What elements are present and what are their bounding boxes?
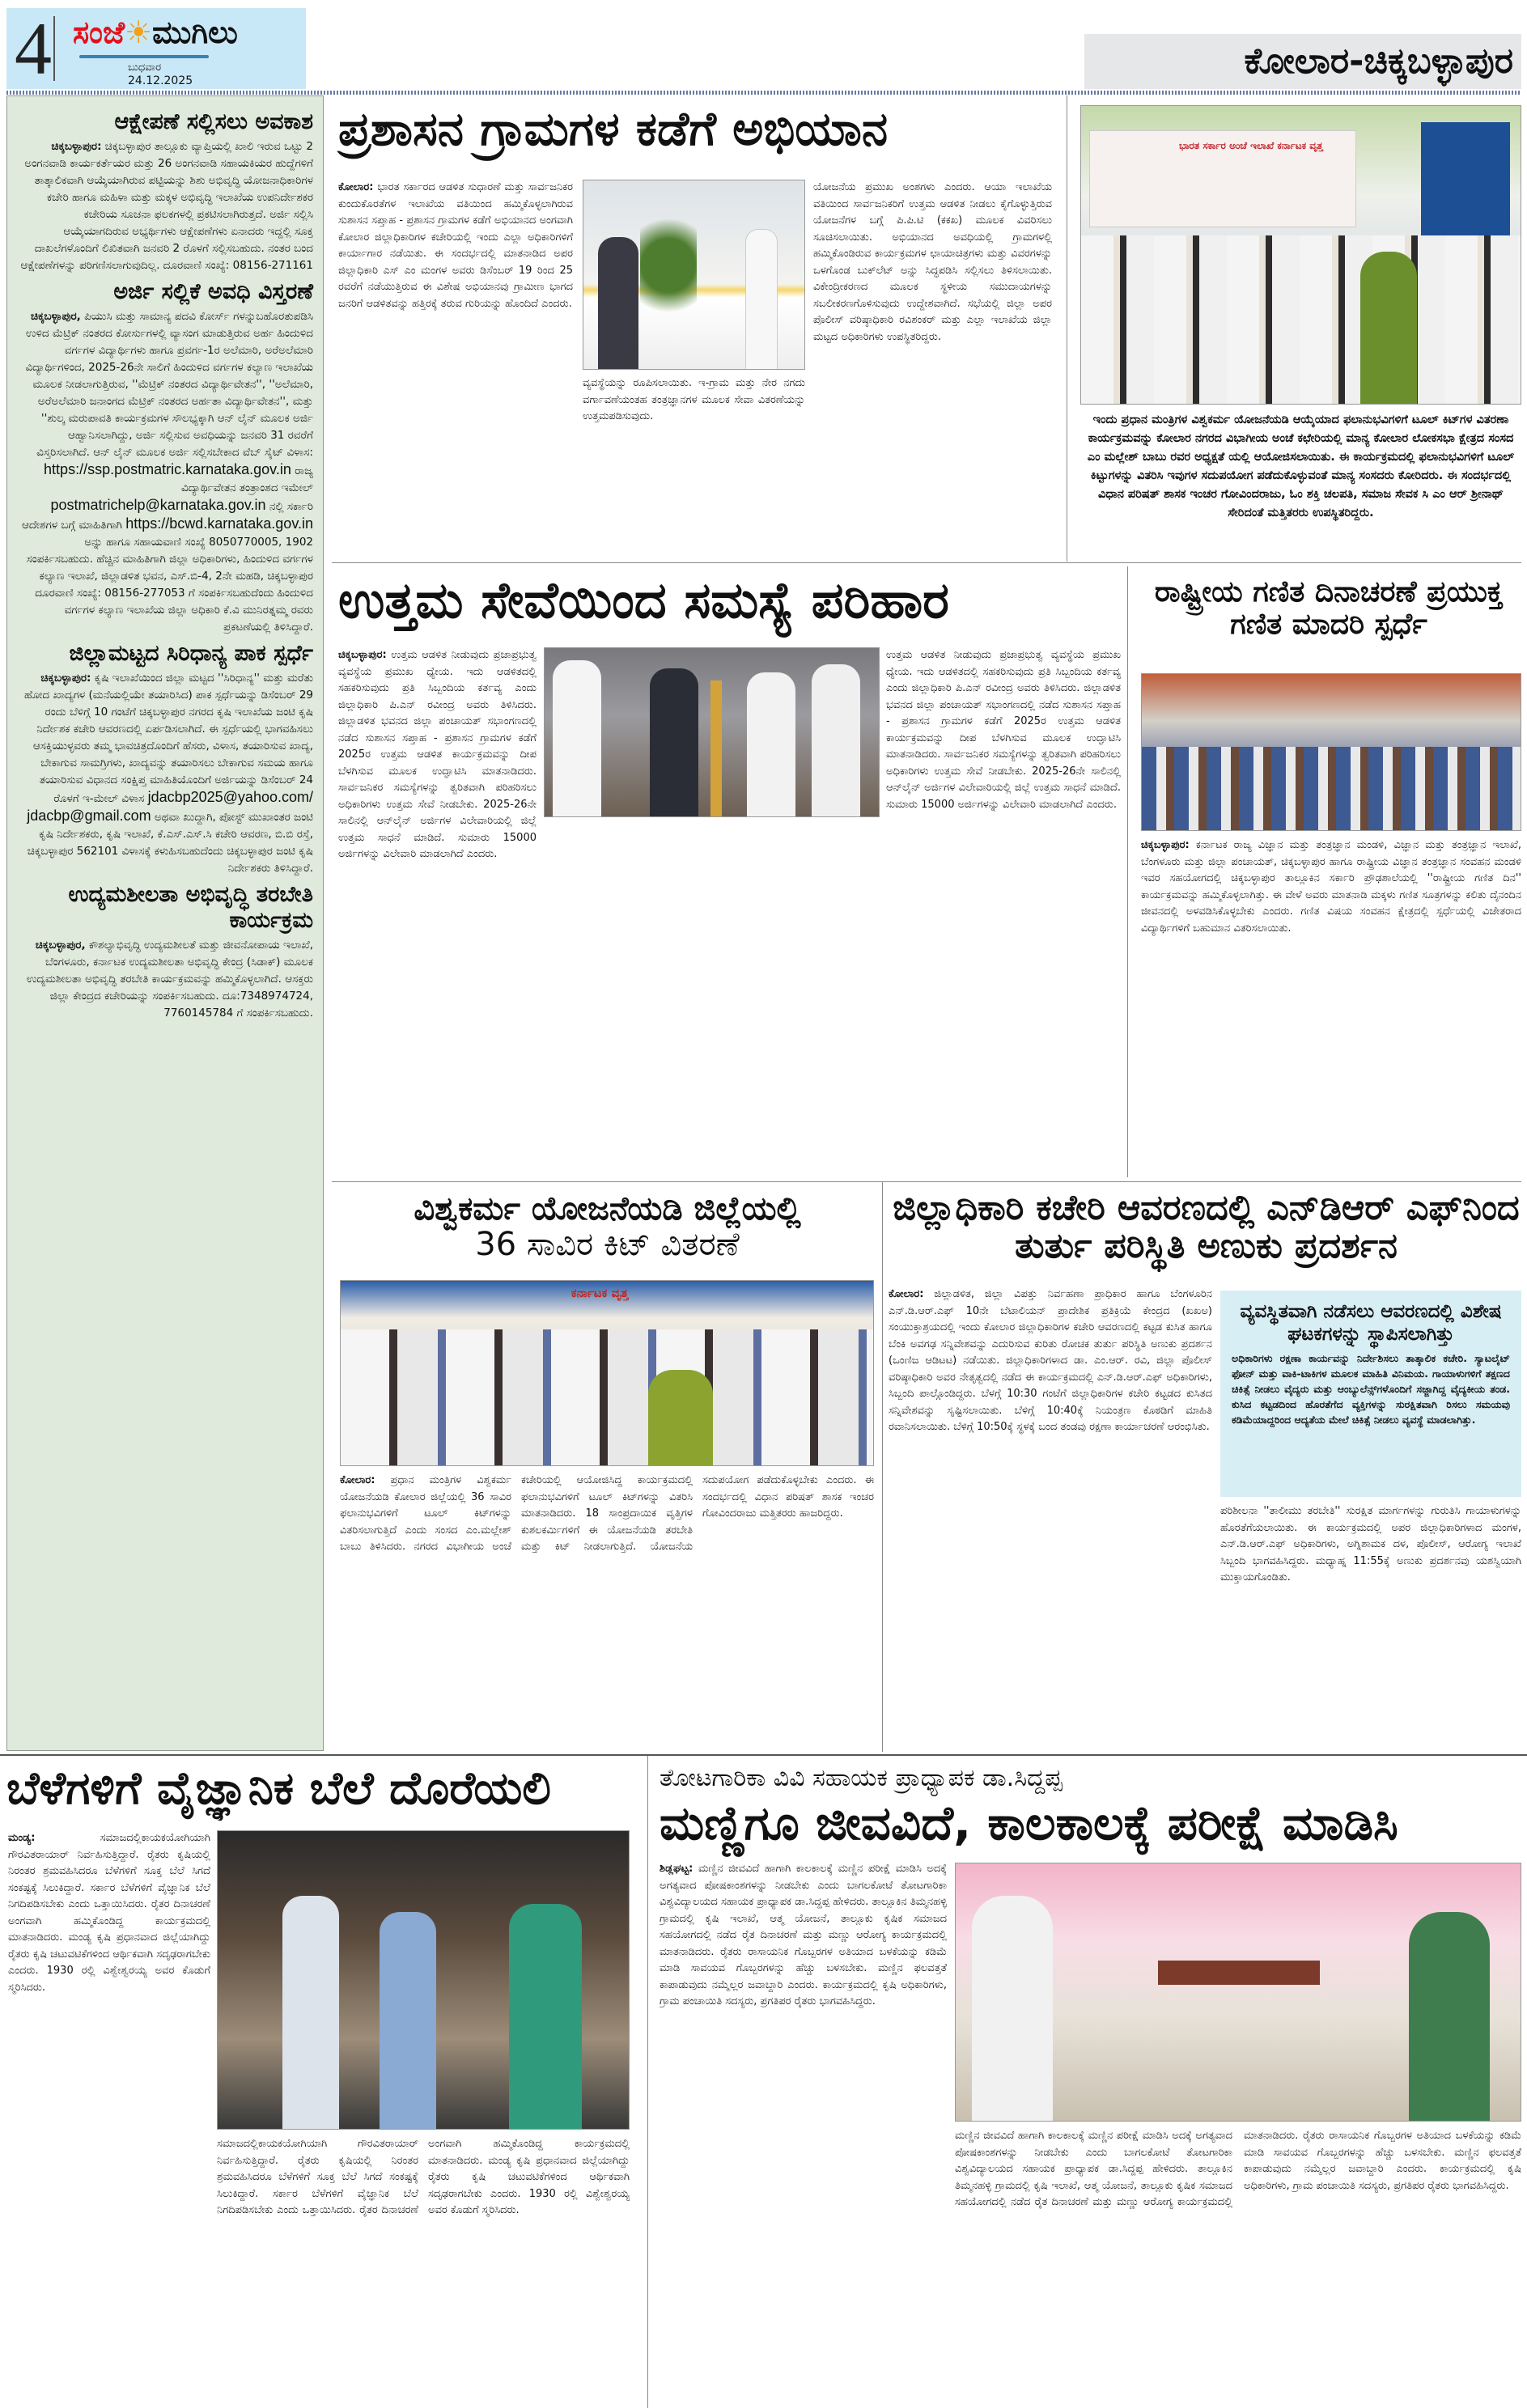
person-saree xyxy=(1360,252,1417,405)
article-body xyxy=(17,308,313,636)
body-text: ಸಮಾಜದಲ್ಲಿಕಾಯಕಯೋಗಿಯಾಗಿ ಗೌರವಿತರಾಯಾರ್ ನಿರ್ವಹಿಸುತ್ತಿದ್ದಾರೆ. ರೈತರು ಕೃಷಿಯಲ್ಲಿ ನಿರಂತರ ಶ್ರಮವಹಿಸಿದರೂ ಬೆಳೆಗಳಿಗೆ ಸೂಕ್ತ ಬೆಲೆ ಸಿಗದೆ ಸಂಕಷ್ಟಕ್ಕೆ ಸಿಲುಕಿದ್ದಾರೆ. ಸರ್ಕಾರ ಬೆಳೆಗಳಿಗೆ ವೈಜ್ಞಾನಿಕ ಬೆಲೆ ನಿಗದಿಪಡಿಸಬೇಕು ಎಂದು ಒತ್ತಾಯಿಸಿದರು. ರೈತರ ದಿನಾಚರಣೆ ಅಂಗವಾಗಿ ಹಮ್ಮಿಕೊಂಡಿದ್ದ ಕಾರ್ಯಕ್ರಮದಲ್ಲಿ ಮಾತನಾಡಿದರು. ಮಂಡ್ಯ ಕೃಷಿ ಪ್ರಧಾನವಾದ ಜಿಲ್ಲೆಯಾಗಿದ್ದು ರೈತರು ಕೃಷಿ ಚಟುವಟಿಕೆಗಳಿಂದ ಆರ್ಥಿಕವಾಗಿ ಸದೃಢರಾಗಬೇಕು ಎಂದರು. 1930 ರಲ್ಲಿ ವಿಶ್ವೇಶ್ವರಯ್ಯ ಅವರ ಕೊಡುಗೆ ಸ್ಮರಿಸಿದರು. xyxy=(8,1832,210,1994)
kicker: ತೋಟಗಾರಿಕಾ ವಿವಿ ಸಹಾಯಕ ಪ್ರಾಧ್ಯಾಪಕ ಡಾ.ಸಿದ್ದಪ್ಪ xyxy=(660,1764,1063,1792)
body-text: ಕೃಷಿ ಇಲಾಖೆಯಿಂದ ಜಿಲ್ಲಾ ಮಟ್ಟದ ''ಸಿರಿಧಾನ್ಯ'' ಮತ್ತು ಮರೆತು ಹೋದ ಖಾದ್ಯಗಳ (ಮನೆಯಲ್ಲಿಯೇ ತಯಾರಿಸಿದ) ಪಾಕ ಸ್ಪರ್ಧೆಯನ್ನು ಡಿಸೆಂಬರ್ 29 ರಂದು ಬೆಳಿಗ್ಗೆ 10 ಗಂಟೆಗೆ ಚಿಕ್ಕಬಳ್ಳಾಪುರ ನಗರದ ಕೃಷಿ ಇಲಾಖೆಯ ಜಂಟಿ ಕೃಷಿ ನಿರ್ದೇಶಕ ಕಚೇರಿ ಆವರಣದಲ್ಲಿ ಏರ್ಪಡಿಸಲಾಗಿದೆ. ಈ ಸ್ಪರ್ಧೆಯಲ್ಲಿ ಭಾಗವಹಿಸಲು ಆಸಕ್ತಿಯುಳ್ಳವರು ತಮ್ಮ ಭಾವಚಿತ್ರದೊಂದಿಗೆ ಹೆಸರು, ವಿಳಾಸ, ತಯಾರಿಸುವ ಖಾದ್ಯ, ಬೇಕಾಗುವ ಸಾಮಗ್ರಿಗಳು, ಖಾದ್ಯವನ್ನು ತಯಾರಿಸಲು ಬೇಕಾಗುವ ಸಮಯ ಹಾಗೂ ತಯಾರಿಸುವ ವಿಧಾನದ ಸಂಕ್ಷಿಪ್ತ ಮಾಹಿತಿಯೊಂದಿಗೆ ಅರ್ಜಿಯನ್ನು ಡಿಸೆಂಬರ್ 24 ರೊಳಗೆ ಇ-ಮೇಲ್ ವಿಳಾಸ xyxy=(24,672,313,805)
photo-soil-program xyxy=(955,1863,1521,2122)
people-group xyxy=(1081,235,1521,405)
article-body xyxy=(955,2128,1521,2403)
article-body xyxy=(17,670,313,877)
dateline: ಶಿಡ್ಲಘಟ್ಟ: xyxy=(660,1863,694,1875)
dateline: ಕೋಲಾರ: xyxy=(338,181,374,193)
people-group xyxy=(341,1329,874,1466)
email-link[interactable]: postmatrichelp@karnataka.gov.in xyxy=(50,497,266,513)
website-link[interactable]: https://ssp.postmatric.karnataka.gov.in xyxy=(44,461,291,477)
article-body xyxy=(8,1830,210,2397)
logo-underline xyxy=(79,55,209,58)
body-text: ಅಥವಾ ಖುದ್ದಾಗಿ, ಪೋಸ್ಟ್ ಮುಖಾಂತರ ಜಂಟಿ ಕೃಷಿ ನಿರ್ದೇಶಕರು, ಕೃಷಿ ಇಲಾಖೆ, ಕೆ.ಎಸ್.ಎಸ್.ಸಿ ಕಚೇರಿ ಆವರಣ, ಬಿ.ಬಿ ರಸ್ತೆ, ಚಿಕ್ಕಬಳ್ಳಾಪುರ 562101 ವಿಳಾಸಕ್ಕೆ ಕಳುಹಿಸಬಹುದೆಂದು ಚಿಕ್ಕಬಳ್ಳಾಪುರ ಜಂಟಿ ಕೃಷಿ ನಿರ್ದೇಶಕರು ತಿಳಿಸಿದ್ದಾರೆ. xyxy=(27,811,313,875)
dateline: ಮಂಡ್ಯ: xyxy=(8,1832,36,1844)
box-title: ವ್ಯವಸ್ಥಿತವಾಗಿ ನಡೆಸಲು ಆವರಣದಲ್ಲಿ ವಿಶೇಷ ಘಟಕಗಳನ್ನು ಸ್ಥಾಪಿಸಲಾಗಿತ್ತು xyxy=(1240,1301,1502,1345)
article-body xyxy=(1141,837,1521,1173)
page-number: 4 xyxy=(15,7,52,90)
body-text: ಯೋಜನೆಯ ಪ್ರಮುಖ ಅಂಶಗಳು ಎಂದರು. ಆಯಾ ಇಲಾಖೆಯ ವತಿಯಿಂದ ಸಾರ್ವಜನಿಕರಿಗೆ ಉತ್ತಮ ಆಡಳಿತ ನೀಡಲು ಕೈಗೊಳ್ಳುತ್ತಿರುವ ಯೋಜನೆಗಳ ಬಗ್ಗೆ ಪಿ.ಪಿ.ಟಿ (ಕಕಖ) ಮೂಲಕ ವಿವರಿಸಲು ಸೂಚಿಸಲಾಯಿತು. ಅಭಿಯಾನದ ಅವಧಿಯಲ್ಲಿ ಗ್ರಾಮಗಳಲ್ಲಿ ಹಮ್ಮಿಕೊಂಡಿರುವ ಕಾರ್ಯಕ್ರಮಗಳ ಛಾಯಾಚಿತ್ರಗಳು ಮತ್ತು ವಿವರಗಳನ್ನು ಒಳಗೊಂಡ ಬುಕ್‌ಲೆಟ್ ಅನ್ನು ಸಿದ್ಧಪಡಿಸಿ ಸಲ್ಲಿಸಲು ತಿಳಿಸಲಾಯಿತು. ವಿಕೇಂದ್ರೀಕರಣದ ಮೂಲಕ ಸ್ಥಳೀಯ ಸಮುದಾಯಗಳನ್ನು ಸಬಲೀಕರಣಗೊಳಿಸುವುದು ಉದ್ದೇಶವಾಗಿದೆ. ಸಭೆಯಲ್ಲಿ ಜಿಲ್ಲಾ ಅಪರ ಪೊಲೀಸ್ ವರಿಷ್ಠಾಧಿಕಾರಿ ರವಿಶಂಕರ್ ಮತ್ತು ಎಲ್ಲಾ ಇಲಾಖೆಯ ಜಿಲ್ಲಾ ಮಟ್ಟದ ಅಧಿಕಾರಿಗಳು ಉಪಸ್ಥಿತರಿದ್ದರು. xyxy=(813,181,1052,343)
column-rule xyxy=(647,1756,648,2408)
photo-farmers-day xyxy=(217,1830,630,2130)
article-body xyxy=(660,1861,947,2403)
website-link[interactable]: https://bcwd.karnataka.gov.in xyxy=(125,515,313,532)
person-saree xyxy=(648,1370,713,1466)
headline: ಉದ್ಯಮಶೀಲತಾ ಅಭಿವೃದ್ಧಿ ತರಬೇತಿ ಕಾರ್ಯಕ್ರಮ xyxy=(68,882,313,933)
blue-tent xyxy=(1421,122,1510,235)
box-body: ಅಧಿಕಾರಿಗಳು ರಕ್ಷಣಾ ಕಾರ್ಯವನ್ನು ನಿರ್ದೇಶಿಸಲು ತಾತ್ಕಾಲಿಕ ಕಚೇರಿ. ಸ್ಯಾಟಲೈಟ್ ಫೋನ್ ಮತ್ತು ವಾಕಿ-ಟಾಕಿಗಳ ಮೂಲಕ ಮಾಹಿತಿ ವಿನಿಮಯ. ಗಾಯಾಳುಗಳಿಗೆ ತಕ್ಷಣದ ಚಿಕಿತ್ಸೆ ನೀಡಲು ವೈದ್ಯರು ಮತ್ತು ಆಂಬ್ಯುಲೆನ್ಸ್‌ಗಳೊಂದಿಗೆ ಸಜ್ಜಾಗಿದ್ದ ವೈದ್ಯಕೀಯ ತಂಡ. ಕುಸಿದ ಕಟ್ಟಡದಿಂದ ಹೊರತೆಗೆದ ವ್ಯಕ್ತಿಗಳನ್ನು ಸುರಕ್ಷಿತವಾಗಿ ರಿಸಲು ಸಮಯವು ಕಡಿಮೆಯಾದ್ದರಿಂದ ಆದ್ಯತೆಯ ಮೇಲೆ ಚಿಕಿತ್ಸೆ ನೀಡಲು ವ್ಯವಸ್ಥೆ ಮಾಡಲಾಗಿತ್ತು. xyxy=(1232,1352,1510,1426)
section-title: ಕೋಲಾರ-ಚಿಕ್ಕಬಳ್ಳಾಪುರ xyxy=(1084,34,1521,89)
issue-day: ಬುಧವಾರ xyxy=(128,61,162,74)
dateline: ಚಿಕ್ಕಬಳ್ಳಾಪುರ: xyxy=(338,649,387,661)
article-body xyxy=(583,375,805,552)
article-body xyxy=(1220,1503,1521,1746)
body-text: ಪಿಯುಸಿ ಮತ್ತು ಸಾಮಾನ್ಯ ಪದವಿ ಕೋರ್ಸ್ ಗಳನ್ನುಬಹೊರತುಪಡಿಸಿ ಉಳಿದ ಮೆಟ್ರಿಕ್ ನಂತರದ ಕೋರ್ಸುಗಳಲ್ಲಿ ವ್ಯಾಸಂಗ ಮಾಡುತ್ತಿರುವ ಅರ್ಹ ಹಿಂದುಳಿದ ವರ್ಗಗಳ ವಿದ್ಯಾರ್ಥಿಗಳು ಹಾಗೂ ಪ್ರವರ್ಗ-1ರ ಅಲೆಮಾರಿ, ಅರೆಅಲೆಮಾರಿ ವಿದ್ಯಾರ್ಥಿಗಳಿಂದ, 2025-26ನೇ ಸಾಲಿಗೆ ಹಿಂದುಳಿದ ವರ್ಗಗಳ ಕಲ್ಯಾಣ ಇಲಾಖೆಯ ಮೂಲಕ ನೀಡಲಾಗುತ್ತಿರುವ, ''ಮೆಟ್ರಿಕ್ ನಂತರದ ವಿದ್ಯಾರ್ಥಿವೇತನ'', ''ಅಲೆಮಾರಿ, ಅರೆಅಲೆಮಾರಿ ಜನಾಂಗದ ಮೆಟ್ರಿಕ್ ನಂತರದ ಅರ್ಹತಾ ವಿದ್ಯಾರ್ಥಿವೇತನ'', ಮತ್ತು ''ಶುಲ್ಕ ಮರುಪಾವತಿ ಕಾರ್ಯಕ್ರಮಗಳ ಸೌಲಭ್ಯಕ್ಕಾಗಿ ಆನ್ ಲೈನ್ ಮೂಲಕ ಅರ್ಜಿ ಆಹ್ವಾನಿಸಲಾಗಿದ್ದು, ಅರ್ಜಿ ಸಲ್ಲಿಸುವ ಅವಧಿಯನ್ನು ಜನವರಿ 31 ರವರೆಗೆ ವಿಸ್ತರಿಸಲಾಗಿದೆ. ಆನ್ ಲೈನ್ ಮೂಲಕ ಅರ್ಜಿ ಸಲ್ಲಿಸಬೇಕಾದ ವೆಬ್ ಸೈಟ್ ವಿಳಾಸ: xyxy=(25,310,313,459)
headline: ಉತ್ತಮ ಸೇವೆಯಿಂದ ಸಮಸ್ಯೆ ಪರಿಹಾರ xyxy=(338,570,949,630)
body-text: ರಾಜ್ಯ ವಿದ್ಯಾರ್ಥಿವೇತನ ತಂತ್ರಾಂಶದ ಇಮೇಲ್ xyxy=(180,464,313,494)
masthead xyxy=(6,8,306,89)
photo-students xyxy=(1141,673,1521,831)
column-rule xyxy=(882,1181,883,1752)
person xyxy=(282,1896,339,2130)
dateline: ಚಿಕ್ಕಬಳ್ಳಾಪುರ, xyxy=(35,939,86,952)
article-body xyxy=(813,180,1052,552)
body-text: ಮಣ್ಣಿನ ಜೀವವಿದೆ ಹಾಗಾಗಿ ಕಾಲಕಾಲಕ್ಕೆ ಮಣ್ಣಿನ ಪರೀಕ್ಷೆ ಮಾಡಿಸಿ ಅದಕ್ಕೆ ಅಗತ್ಯವಾದ ಪೋಷಕಾಂಶಗಳನ್ನು ನೀಡಬೇಕು ಎಂದು ಬಾಗಲಕೋಟೆ ತೋಟಗಾರಿಕಾ ವಿಶ್ವವಿದ್ಯಾಲಯದ ಸಹಾಯಕ ಪ್ರಾಧ್ಯಾಪಕ ಡಾ.ಸಿದ್ದಪ್ಪ ಹೇಳಿದರು. ತಾಲ್ಲೂಕಿನ ತಿಮ್ಮನಹಳ್ಳಿ ಗ್ರಾಮದಲ್ಲಿ ಕೃಷಿ ಇಲಾಖೆ, ಆತ್ಮ ಯೋಜನೆ, ತಾಲ್ಲೂಕು ಕೃಷಿಕ ಸಮಾಜದ ಸಹಯೋಗದಲ್ಲಿ ನಡೆದ ರೈತ ದಿನಾಚರಣೆ ಮತ್ತು ಮಣ್ಣು ಆರೋಗ್ಯ ಕಾರ್ಯಕ್ರಮದಲ್ಲಿ ಮಾತನಾಡಿದರು. ರೈತರು ರಾಸಾಯನಿಕ ಗೊಬ್ಬರಗಳ ಅತಿಯಾದ ಬಳಕೆಯನ್ನು ಕಡಿಮೆ ಮಾಡಿ ಸಾವಯವ ಗೊಬ್ಬರಗಳನ್ನು ಹೆಚ್ಚು ಬಳಸಬೇಕು. ಮಣ್ಣಿನ ಫಲವತ್ತತೆ ಕಾಪಾಡುವುದು ನಮ್ಮೆಲ್ಲರ ಜವಾಬ್ದಾರಿ ಎಂದರು. ಕಾರ್ಯಕ್ರಮದಲ್ಲಿ ಕೃಷಿ ಅಧಿಕಾರಿಗಳು, ಗ್ರಾಮ ಪಂಚಾಯಿತಿ ಸದಸ್ಯರು, ಪ್ರಗತಿಪರ ರೈತರು ಭಾಗವಹಿಸಿದ್ದರು. xyxy=(955,2130,1521,2208)
ribbon xyxy=(1158,1961,1320,1985)
headline: ರಾಷ್ಟ್ರೀಯ ಗಣಿತ ದಿನಾಚರಣೆ ಪ್ರಯುಕ್ತ ಗಣಿತ ಮಾದರಿ ಸ್ಪರ್ಧೆ xyxy=(1154,575,1504,641)
person xyxy=(553,660,601,817)
section-rule xyxy=(332,562,1521,563)
body-text: ಭಾರತ ಸರ್ಕಾರದ ಆಡಳಿತ ಸುಧಾರಣೆ ಮತ್ತು ಸಾರ್ವಜನಿಕರ ಕುಂದುಕೊರತೆಗಳ ಇಲಾಖೆಯ ವತಿಯಿಂದ ಹಮ್ಮಿಕೊಳ್ಳಲಾಗಿರುವ ಸುಶಾಸನ ಸಪ್ತಾಹ - ಪ್ರಶಾಸನ ಗ್ರಾಮಗಳ ಕಡೆಗೆ ಅಭಿಯಾನದ ಅಂಗವಾಗಿ ಕೋಲಾರ ಜಿಲ್ಲಾಧಿಕಾರಿಗಳ ಕಚೇರಿಯಲ್ಲಿ ಇಂದು ಎಲ್ಲಾ ಅಧಿಕಾರಿಗಳಿಗೆ ಕಾರ್ಯಾಗಾರ ನಡೆಯಿತು. ಈ ಸಂದರ್ಭದಲ್ಲಿ ಮಾತನಾಡಿದ ಅಪರ ಜಿಲ್ಲಾಧಿಕಾರಿ ಎಸ್ ಎಂ ಮಂಗಳ ಅವರು ಡಿಸೆಂಬರ್ 19 ರಿಂದ 25 ರವರೆಗೆ ನಡೆಯುತ್ತಿರುವ ಈ ವಿಶೇಷ ಅಭಿಯಾನವು ಗ್ರಾಮೀಣ ಭಾಗದ ಜನರಿಗೆ ಆಡಳಿತವನ್ನು ಹತ್ತಿರಕ್ಕೆ ತರುವ ಗುರಿಯನ್ನು ಹೊಂದಿದೆ ಎಂದರು. xyxy=(338,181,573,310)
dateline: ಚಿಕ್ಕಬಳ್ಳಾಪುರ, xyxy=(30,310,81,323)
dateline: ಕೋಲಾರ: xyxy=(889,1288,924,1300)
headline-line: 36 ಸಾವಿರ ಕಿಟ್ ವಿತರಣೆ xyxy=(475,1226,740,1263)
body-text: ಉತ್ತಮ ಆಡಳಿತ ನೀಡುವುದು ಪ್ರಜಾಪ್ರಭುತ್ವ ವ್ಯವಸ್ಥೆಯ ಪ್ರಮುಖ ಧ್ಯೇಯ. ಇದು ಆಡಳಿತದಲ್ಲಿ ಸಹಕರಿಸುವುದು ಪ್ರತಿ ಸಿಬ್ಬಂದಿಯ ಕರ್ತವ್ಯ ಎಂದು ಜಿಲ್ಲಾಧಿಕಾರಿ ಪಿ.ಎನ್ ರವೀಂದ್ರ ಅವರು ತಿಳಿಸಿದರು. ಜಿಲ್ಲಾಡಳಿತ ಭವನದ ಜಿಲ್ಲಾ ಪಂಚಾಯತ್ ಸಭಾಂಗಣದಲ್ಲಿ ನಡೆದ ಸುಶಾಸನ ಸಪ್ತಾಹ - ಪ್ರಶಾಸನ ಗ್ರಾಮಗಳ ಕಡೆಗೆ 2025ರ ಉತ್ತಮ ಆಡಳಿತ ಕಾರ್ಯಕ್ರಮವನ್ನು ದೀಪ ಬೆಳಗಿಸುವ ಮೂಲಕ ಉದ್ಘಾಟಿಸಿ ಮಾತನಾಡಿದರು. ಸಾರ್ವಜನಿಕರ ಸಮಸ್ಯೆಗಳನ್ನು ತ್ವರಿತವಾಗಿ ಪರಿಹರಿಸಲು ಅಧಿಕಾರಿಗಳು ಉತ್ತಮ ಸೇವೆ ನೀಡಬೇಕು. 2025-26ನೇ ಸಾಲಿನಲ್ಲಿ ಆನ್‌ಲೈನ್ ಅರ್ಜಿಗಳ ವಿಲೇವಾರಿಯಲ್ಲಿ ಜಿಲ್ಲೆ ಉತ್ತಮ ಸಾಧನೆ ಮಾಡಿದೆ. ಸುಮಾರು 15000 ಅರ್ಜಿಗಳನ್ನು ವಿಲೇವಾರಿ ಮಾಡಲಾಗಿದೆ ಎಂದರು. xyxy=(886,649,1121,811)
dotted-rule xyxy=(6,91,1521,95)
column-rule xyxy=(1127,566,1128,1177)
divider xyxy=(53,16,55,81)
person xyxy=(747,672,795,817)
body-text: ಅನ್ನು ಹಾಗೂ ಸಹಾಯವಾಣಿ ಸಂಖ್ಯೆ 8050770005, 1902 ಸಂಪರ್ಕಿಸಬಹುದು. ಹೆಚ್ಚಿನ ಮಾಹಿತಿಗಾಗಿ ಜಿಲ್ಲಾ ಅಧಿಕಾರಿಗಳು, ಹಿಂದುಳಿದ ವರ್ಗಗಳ ಕಲ್ಯಾಣ ಇಲಾಖೆ, ಜಿಲ್ಲಾಡಳಿತ ಭವನ, ಎಸ್.ಬಿ-4, 2ನೇ ಮಹಡಿ, ಚಿಕ್ಕಬಳ್ಳಾಪುರ ದೂರವಾಣಿ ಸಂಖ್ಯೆ: 08156-277053 ಗೆ ಸಂಪರ್ಕಿಸಬಹುದೆಂದು ಹಿಂದುಳಿದ ವರ್ಗಗಳ ಕಲ್ಯಾಣ ಇಲಾಖೆಯ ಜಿಲ್ಲಾ ಅಧಿಕಾರಿ ಕೆ.ವಿ ಮುನಿರತ್ನಮ್ಮ ರವರು ಪ್ರಕಟಣೆಯಲ್ಲಿ ತಿಳಿಸಿದ್ದಾರೆ. xyxy=(26,536,313,634)
article-body xyxy=(544,824,706,1173)
section-rule xyxy=(0,1754,1527,1756)
person-saree xyxy=(509,1904,582,2130)
photo-caption: ಇಂದು ಪ್ರಧಾನ ಮಂತ್ರಿಗಳ ವಿಶ್ವಕರ್ಮ ಯೋಜನೆಯಡಿ ಆಯ್ಕೆಯಾದ ಫಲಾನುಭವಿಗಳಿಗೆ ಟೂಲ್ ಕಿಟ್‌ಗಳ ವಿತರಣಾ ಕಾರ್ಯಕ್ರಮವನ್ನು ಕೋಲಾರ ನಗರದ ವಿಭಾಗೀಯ ಅಂಚೆ ಕಛೇರಿಯಲ್ಲಿ ಮಾನ್ಯ ಕೋಲಾರ ಲೋಕಸಭಾ ಕ್ಷೇತ್ರದ ಸಂಸದ ಎಂ ಮಲ್ಲೇಶ್ ಬಾಬು ರವರ ಅಧ್ಯಕ್ಷತೆ ಯಲ್ಲಿ ಆಯೋಜಿಸಲಾಯಿತು. ಈ ಕಾರ್ಯಕ್ರಮದಲ್ಲಿ ಫಲಾನುಭವಿಗಳಿಗೆ ಟೂಲ್ ಕಿಟ್ಟುಗಳನ್ನು ವಿತರಿಸಿ ಇವುಗಳ ಸದುಪಯೋಗ ಪಡೆದುಕೊಳ್ಳುವಂತೆ ಮಾನ್ಯ ಸಂಸದರು ಕೋರಿದರು. ಈ ಸಂದರ್ಭದಲ್ಲಿ ವಿಧಾನ ಪರಿಷತ್ ಶಾಸಕ ಇಂಚರ ಗೋವಿಂದರಾಜು, ಓಂ ಶಕ್ತಿ ಚಲಪತಿ, ಸಮಾಜ ಸೇವಕ ಸಿ ಎಂ ಆರ್ ಶ್ರೀನಾಥ್ ಸೇರಿದಂತೆ ಮತ್ತಿತರರು ಉಪಸ್ಥಿತರಿದ್ದರು. xyxy=(1087,413,1515,519)
headline: ಪ್ರಶಾಸನ ಗ್ರಾಮಗಳ ಕಡೆಗೆ ಅಭಿಯಾನ xyxy=(338,101,889,156)
students-row xyxy=(1142,747,1521,831)
article-body xyxy=(217,2136,630,2403)
logo-part1: ಸಂಜೆ xyxy=(73,15,125,50)
lamp-icon xyxy=(710,680,722,817)
body-text: ಕರ್ನಾಟಕ ರಾಜ್ಯ ವಿಜ್ಞಾನ ಮತ್ತು ತಂತ್ರಜ್ಞಾನ ಮಂಡಳಿ, ವಿಜ್ಞಾನ ಮತ್ತು ತಂತ್ರಜ್ಞಾನ ಇಲಾಖೆ, ಬೆಂಗಳೂರು ಮತ್ತು ಜಿಲ್ಲಾ ಪಂಚಾಯತ್, ಚಿಕ್ಕಬಳ್ಳಾಪುರ ಹಾಗೂ ರಾಷ್ಟ್ರೀಯ ವಿಜ್ಞಾನ ತಂತ್ರಜ್ಞಾನ ಸಂವಹನ ಮಂಡಳಿ ಇವರ ಸಹಯೋಗದಲ್ಲಿ ಚಿಕ್ಕಬಳ್ಳಾಪುರ ತಾಲ್ಲೂಕಿನ ಸರ್ಕಾರಿ ಪ್ರೌಢಶಾಲೆಯಲ್ಲಿ ''ರಾಷ್ಟ್ರೀಯ ಗಣಿತ ದಿನ'' ಕಾರ್ಯಕ್ರಮವನ್ನು ಹಮ್ಮಿಕೊಳ್ಳಲಾಗಿತ್ತು. ಈ ವೇಳೆ ಅವರು ಮಾತನಾಡಿ ಮಕ್ಕಳು ಗಣಿತ ಸೂತ್ರಗಳನ್ನು ಕಲಿತು ದೈನಂದಿನ ಜೀವನದಲ್ಲಿ ಅಳವಡಿಸಿಕೊಳ್ಳಬೇಕು ಎಂದರು. ಗಣಿತ ವಿಷಯ ಸಂವಹನ ಕ್ಷೇತ್ರದಲ್ಲಿ ಸ್ಪರ್ಧೆಯಲ್ಲಿ ವಿಜೇತರಾದ ವಿದ್ಯಾರ್ಥಿಗಳಿಗೆ ಬಹುಮಾನ ವಿತರಿಸಲಾಯಿತು. xyxy=(1141,839,1521,935)
email-link[interactable]: jdacbp2025@yahoo.com/ jdacbp@gmail.com xyxy=(27,789,313,824)
photo-lamp-lighting xyxy=(544,647,880,817)
headline: ಅರ್ಜಿ ಸಲ್ಲಿಕೆ ಅವಧಿ ವಿಸ್ತರಣೆ xyxy=(113,279,313,304)
section-rule xyxy=(332,1181,1521,1182)
body-text: ಸಮಾಜದಲ್ಲಿಕಾಯಕಯೋಗಿಯಾಗಿ ಗೌರವಿತರಾಯಾರ್ ನಿರ್ವಹಿಸುತ್ತಿದ್ದಾರೆ. ರೈತರು ಕೃಷಿಯಲ್ಲಿ ನಿರಂತರ ಶ್ರಮವಹಿಸಿದರೂ ಬೆಳೆಗಳಿಗೆ ಸೂಕ್ತ ಬೆಲೆ ಸಿಗದೆ ಸಂಕಷ್ಟಕ್ಕೆ ಸಿಲುಕಿದ್ದಾರೆ. ಸರ್ಕಾರ ಬೆಳೆಗಳಿಗೆ ವೈಜ್ಞಾನಿಕ ಬೆಲೆ ನಿಗದಿಪಡಿಸಬೇಕು ಎಂದು ಒತ್ತಾಯಿಸಿದರು. ರೈತರ ದಿನಾಚರಣೆ ಅಂಗವಾಗಿ ಹಮ್ಮಿಕೊಂಡಿದ್ದ ಕಾರ್ಯಕ್ರಮದಲ್ಲಿ ಮಾತನಾಡಿದರು. ಮಂಡ್ಯ ಕೃಷಿ ಪ್ರಧಾನವಾದ ಜಿಲ್ಲೆಯಾಗಿದ್ದು ರೈತರು ಕೃಷಿ ಚಟುವಟಿಕೆಗಳಿಂದ ಆರ್ಥಿಕವಾಗಿ ಸದೃಢರಾಗಬೇಕು ಎಂದರು. 1930 ರಲ್ಲಿ ವಿಶ್ವೇಶ್ವರಯ್ಯ ಅವರ ಕೊಡುಗೆ ಸ್ಮರಿಸಿದರು. xyxy=(217,2138,630,2216)
highlight-box xyxy=(1220,1291,1521,1497)
article-body xyxy=(17,138,313,274)
body-text: ಕೌಶಲ್ಯಾಭಿವೃದ್ಧಿ ಉದ್ಯಮಶೀಲತೆ ಮತ್ತು ಜೀವನೋಪಾಯ ಇಲಾಖೆ, ಬೆಂಗಳೂರು, ಕರ್ನಾಟಕ ಉದ್ಯಮಶೀಲತಾ ಅಭಿವೃದ್ಧಿ ಕೇಂದ್ರ (ಸಿಡಾಕ್) ಮೂಲಕ ಉದ್ಯಮಶೀಲತಾ ಅಭಿವೃದ್ಧಿ ತರಬೇತಿ ಕಾರ್ಯಕ್ರಮವನ್ನು ಹಮ್ಮಿಕೊಳ್ಳಲಾಗಿದೆ. ಆಸಕ್ತರು ಜಿಲ್ಲಾ ಕೇಂದ್ರದ ಕಚೇರಿಯನ್ನು ಸಂಪರ್ಕಿಸಬಹುದು. ದೂ:7348974724, 7760145784 ಗೆ ಸಂಪರ್ಕಿಸಬಹುದು. xyxy=(26,939,313,1020)
article-body xyxy=(17,937,313,1022)
left-news-column xyxy=(6,95,324,1751)
person xyxy=(972,1896,1053,2122)
body-text: ಪರಿಶೀಲನಾ ''ತಾಲೀಮು ತರಬೇತಿ'' ಸುರಕ್ಷಿತ ಮಾರ್ಗಗಳನ್ನು ಗುರುತಿಸಿ ಗಾಯಾಳುಗಳನ್ನು ಹೊರತೆಗೆಯಲಾಯಿತು. ಈ ಕಾರ್ಯಕ್ರಮದಲ್ಲಿ ಅಪರ ಜಿಲ್ಲಾಧಿಕಾರಿಗಳಾದ ಮಂಗಳ, ಎನ್.ಡಿ.ಆರ್.ಎಫ್ ಅಧಿಕಾರಿಗಳು, ಅಗ್ನಿಶಾಮಕ ದಳ, ಪೊಲೀಸ್, ಆರೋಗ್ಯ ಇಲಾಖೆ ಸಿಬ್ಬಂದಿ ಭಾಗವಹಿಸಿದ್ದರು. ಮಧ್ಯಾಹ್ನ 11:55ಕ್ಕೆ ಅಣುಕು ಪ್ರದರ್ಶನವು ಯಶಸ್ವಿಯಾಗಿ ಮುಕ್ತಾಯಗೊಂಡಿತು. xyxy=(1220,1505,1521,1583)
headline: ಜಿಲ್ಲಾಮಟ್ಟದ ಸಿರಿಧಾನ್ಯ ಪಾಕ ಸ್ಪರ್ಧೆ xyxy=(69,641,313,666)
plant xyxy=(640,205,697,326)
photo-toolkit-distribution xyxy=(1080,105,1521,405)
body-text: ಚಿಕ್ಕಬಳ್ಳಾಪುರ ತಾಲ್ಲೂಕು ವ್ಯಾಪ್ತಿಯಲ್ಲಿ ಖಾಲಿ ಇರುವ ಒಟ್ಟು 2 ಅಂಗನವಾಡಿ ಕಾರ್ಯಕರ್ತೆಯರ ಮತ್ತು 26 ಅಂಗನವಾಡಿ ಸಹಾಯಕಿಯರ ಹುದ್ದೆಗಳಿಗೆ ತಾತ್ಕಾಲಿಕವಾಗಿ ಆಯ್ಕೆಯಾಗಿರುವ ಪಟ್ಟಿಯನ್ನು ಶಿಶು ಅಭಿವೃದ್ಧಿ ಯೋಜನಾಧಿಕಾರಿಗಳ ಕಚೇರಿ ಹಾಗೂ ಮಹಿಳಾ ಮತ್ತು ಮಕ್ಕಳ ಅಭಿವೃದ್ಧಿ ಇಲಾಖೆಯ ಉಪನಿರ್ದೇಶಕರ ಕಚೇರಿಯ ಸೂಚನಾ ಫಲಕಗಳಲ್ಲಿ ಪ್ರಕಟಿಸಲಾಗಿರುತ್ತದೆ. ಅರ್ಜಿ ಸಲ್ಲಿಸಿ ಆಯ್ಕೆಯಾಗದಿರುವ ಅಭ್ಯರ್ಥಿಗಳು ಆಕ್ಷೇಪಣೆಗಳು ಏನಾದರು ಇದ್ದಲ್ಲಿ ಸೂಕ್ತ ದಾಖಲೆಗಳೊಂದಿಗೆ ಲಿಖಿತವಾಗಿ ಜನವರಿ 2 ರೊಳಗೆ ಸಲ್ಲಿಸಬಹುದು. ನಂತರ ಬಂದ ಆಕ್ಷೇಪಣೆಗಳನ್ನು ಪರಿಗಣಿಸಲಾಗುವುದಿಲ್ಲ. ದೂರವಾಣಿ ಸಂಖ್ಯೆ: 08156-271161 xyxy=(20,140,313,272)
newspaper-logo xyxy=(73,15,238,51)
headline: ಬೆಳೆಗಳಿಗೆ ವೈಜ್ಞಾನಿಕ ಬೆಲೆ ದೊರೆಯಲಿ xyxy=(6,1762,551,1815)
photo-banner: ಭಾರತ ಸರ್ಕಾರ ಅಂಚೆ ಇಲಾಖೆ ಕರ್ನಾಟಕ ವೃತ್ತ xyxy=(1089,130,1356,227)
photo-kit-handover xyxy=(340,1280,874,1466)
body-text: ಮಣ್ಣಿನ ಜೀವವಿದೆ ಹಾಗಾಗಿ ಕಾಲಕಾಲಕ್ಕೆ ಮಣ್ಣಿನ ಪರೀಕ್ಷೆ ಮಾಡಿಸಿ ಅದಕ್ಕೆ ಅಗತ್ಯವಾದ ಪೋಷಕಾಂಶಗಳನ್ನು ನೀಡಬೇಕು ಎಂದು ಬಾಗಲಕೋಟೆ ತೋಟಗಾರಿಕಾ ವಿಶ್ವವಿದ್ಯಾಲಯದ ಸಹಾಯಕ ಪ್ರಾಧ್ಯಾಪಕ ಡಾ.ಸಿದ್ದಪ್ಪ ಹೇಳಿದರು. ತಾಲ್ಲೂಕಿನ ತಿಮ್ಮನಹಳ್ಳಿ ಗ್ರಾಮದಲ್ಲಿ ಕೃಷಿ ಇಲಾಖೆ, ಆತ್ಮ ಯೋಜನೆ, ತಾಲ್ಲೂಕು ಕೃಷಿಕ ಸಮಾಜದ ಸಹಯೋಗದಲ್ಲಿ ನಡೆದ ರೈತ ದಿನಾಚರಣೆ ಮತ್ತು ಮಣ್ಣು ಆರೋಗ್ಯ ಕಾರ್ಯಕ್ರಮದಲ್ಲಿ ಮಾತನಾಡಿದರು. ರೈತರು ರಾಸಾಯನಿಕ ಗೊಬ್ಬರಗಳ ಅತಿಯಾದ ಬಳಕೆಯನ್ನು ಕಡಿಮೆ ಮಾಡಿ ಸಾವಯವ ಗೊಬ್ಬರಗಳನ್ನು ಹೆಚ್ಚು ಬಳಸಬೇಕು. ಮಣ್ಣಿನ ಫಲವತ್ತತೆ ಕಾಪಾಡುವುದು ನಮ್ಮೆಲ್ಲರ ಜವಾಬ್ದಾರಿ ಎಂದರು. ಕಾರ್ಯಕ್ರಮದಲ್ಲಿ ಕೃಷಿ ಅಧಿಕಾರಿಗಳು, ಗ್ರಾಮ ಪಂಚಾಯಿತಿ ಸದಸ್ಯರು, ಪ್ರಗತಿಪರ ರೈತರು ಭಾಗವಹಿಸಿದ್ದರು. xyxy=(660,1863,947,2007)
photo-banner: ಕರ್ನಾಟಕ ವೃತ್ತ xyxy=(571,1286,629,1300)
article-body xyxy=(338,180,573,552)
person xyxy=(745,229,778,370)
body-text: ನಲ್ಲಿ ಸರ್ಕಾರಿ ಆದೇಶಗಳ ಬಗ್ಗೆ ಮಾಹಿತಿಗಾಗಿ xyxy=(21,500,313,532)
body-text: ವ್ಯವಸ್ಥೆಯನ್ನು ರೂಪಿಸಲಾಯಿತು. ಇ-ಗ್ರಾಮ ಮತ್ತು ನೇರ ನಗದು ವರ್ಗಾವಣೆಯಂತಹ ತಂತ್ರಜ್ಞಾನಗಳ ಮೂಲಕ ಸೇವಾ ವಿತರಣೆಯನ್ನು ಉತ್ತಮಪಡಿಸುವುದು. xyxy=(583,377,805,422)
body-text: ಜಿಲ್ಲಾಡಳಿತ, ಜಿಲ್ಲಾ ವಿಪತ್ತು ನಿರ್ವಹಣಾ ಪ್ರಾಧಿಕಾರ ಹಾಗೂ ಬೆಂಗಳೂರಿನ ಎನ್.ಡಿ.ಆರ್.ಎಫ್ 10ನೇ ಬೆಟಾಲಿಯನ್ ಪ್ರಾದೇಶಿಕ ಪ್ರತಿಕ್ರಿಯೆ ಕೇಂದ್ರದ (ಖಖಅ) ಸಂಯುಕ್ತಾಶ್ರಯದಲ್ಲಿ ಇಂದು ಕೋಲಾರ ಜಿಲ್ಲಾಧಿಕಾರಿಗಳ ಕಚೇರಿ ಆವರಣದಲ್ಲಿ ಕಟ್ಟಡ ಕುಸಿತ ಹಾಗೂ ಬೆಂಕಿ ಅವಗಢ ಸನ್ನಿವೇಶವನ್ನು ಎದುರಿಸುವ ಕುರಿತು ರೋಚಕ ತುರ್ತು ಪರಿಸ್ಥಿತಿ ಅಣುಕು ಪ್ರದರ್ಶನ (ಒಂಣಿಜ ಆಡಿಟಟ) ನಡೆಯಿತು. ಜಿಲ್ಲಾಧಿಕಾರಿಗಳಾದ ಡಾ. ಎಂ.ಆರ್. ರವಿ, ಜಿಲ್ಲಾ ಪೊಲೀಸ್ ವರಿಷ್ಠಾಧಿಕಾರಿ ಅವರ ನೇತೃತ್ವದಲ್ಲಿ ನಡೆದ ಈ ಕಾರ್ಯಕ್ರಮದಲ್ಲಿ ಎನ್.ಡಿ.ಆರ್.ಎಫ್ ಅಧಿಕಾರಿಗಳು, ಸಿಬ್ಬಂದಿ ಪಾಲ್ಗೊಂಡಿದ್ದರು. ಬೆಳಗ್ಗೆ 10:30 ಗಂಟೆಗೆ ಜಿಲ್ಲಾಧಿಕಾರಿಗಳ ಕಚೇರಿ ಕಟ್ಟಡದ ಕುಸಿತದ ಸನ್ನಿವೇಶವನ್ನು ಸೃಷ್ಟಿಸಲಾಯಿತು. ಬೆಳಿಗ್ಗೆ 10:40ಕ್ಕೆ ನಿಯಂತ್ರಣ ಕೊಠಡಿಗೆ ಮಾಹಿತಿ ರವಾನಿಸಲಾಯಿತು. ಬೆಳಿಗ್ಗೆ 10:50ಕ್ಕೆ ಸ್ಥಳಕ್ಕೆ ಬಂದ ತಂಡವು ರಕ್ಷಣಾ ಕಾರ್ಯಾಚರಣೆ ಆರಂಭಿಸಿತು. xyxy=(889,1288,1212,1433)
body-text: ಉತ್ತಮ ಆಡಳಿತ ನೀಡುವುದು ಪ್ರಜಾಪ್ರಭುತ್ವ ವ್ಯವಸ್ಥೆಯ ಪ್ರಮುಖ ಧ್ಯೇಯ. ಇದು ಆಡಳಿತದಲ್ಲಿ ಸಹಕರಿಸುವುದು ಪ್ರತಿ ಸಿಬ್ಬಂದಿಯ ಕರ್ತವ್ಯ ಎಂದು ಜಿಲ್ಲಾಧಿಕಾರಿ ಪಿ.ಎನ್ ರವೀಂದ್ರ ಅವರು ತಿಳಿಸಿದರು. ಜಿಲ್ಲಾಡಳಿತ ಭವನದ ಜಿಲ್ಲಾ ಪಂಚಾಯತ್ ಸಭಾಂಗಣದಲ್ಲಿ ನಡೆದ ಸುಶಾಸನ ಸಪ್ತಾಹ - ಪ್ರಶಾಸನ ಗ್ರಾಮಗಳ ಕಡೆಗೆ 2025ರ ಉತ್ತಮ ಆಡಳಿತ ಕಾರ್ಯಕ್ರಮವನ್ನು ದೀಪ ಬೆಳಗಿಸುವ ಮೂಲಕ ಉದ್ಘಾಟಿಸಿ ಮಾತನಾಡಿದರು. ಸಾರ್ವಜನಿಕರ ಸಮಸ್ಯೆಗಳನ್ನು ತ್ವರಿತವಾಗಿ ಪರಿಹರಿಸಲು ಅಧಿಕಾರಿಗಳು ಉತ್ತಮ ಸೇವೆ ನೀಡಬೇಕು. 2025-26ನೇ ಸಾಲಿನಲ್ಲಿ ಆನ್‌ಲೈನ್ ಅರ್ಜಿಗಳ ವಿಲೇವಾರಿಯಲ್ಲಿ ಜಿಲ್ಲೆ ಉತ್ತಮ ಸಾಧನೆ ಮಾಡಿದೆ. ಸುಮಾರು 15000 ಅರ್ಜಿಗಳನ್ನು ವಿಲೇವಾರಿ ಮಾಡಲಾಗಿದೆ ಎಂದರು. xyxy=(338,649,537,860)
sun-icon: ☀ xyxy=(125,15,153,50)
person xyxy=(380,1912,436,2130)
person xyxy=(1409,1912,1490,2122)
headline: ಜಿಲ್ಲಾಧಿಕಾರಿ ಕಚೇರಿ ಆವರಣದಲ್ಲಿ ಎನ್‌ಡಿಆರ್ ಎಫ್‌ನಿಂದ ತುರ್ತು ಪರಿಸ್ಥಿತಿ ಅಣುಕು ಪ್ರದರ್ಶನ xyxy=(893,1188,1520,1267)
article-body xyxy=(886,647,1121,1173)
issue-date: 24.12.2025 xyxy=(128,74,193,87)
photo-plant-ceremony xyxy=(583,180,805,370)
person xyxy=(650,668,698,817)
person xyxy=(598,237,638,370)
article-body xyxy=(338,647,537,1173)
dateline: ಕೋಲಾರ: xyxy=(340,1474,375,1486)
headline xyxy=(338,1191,876,1262)
dateline: ಚಿಕ್ಕಬಳ್ಳಾಪುರ: xyxy=(51,140,102,153)
headline-line: ವಿಶ್ವಕರ್ಮ ಯೋಜನೆಯಡಿ ಜಿಲ್ಲೆಯಲ್ಲಿ xyxy=(414,1190,801,1227)
logo-part2: ಮುಗಿಲು xyxy=(152,15,238,50)
person xyxy=(812,664,860,817)
article-body xyxy=(889,1287,1212,1748)
headline: ಮಣ್ಣಿಗೂ ಜೀವವಿದೆ, ಕಾಲಕಾಲಕ್ಕೆ ಪರೀಕ್ಷೆ ಮಾಡಿಸಿ xyxy=(660,1795,1398,1851)
dateline: ಚಿಕ್ಕಬಳ್ಳಾಪುರ: xyxy=(1141,839,1190,851)
dateline: ಚಿಕ್ಕಬಳ್ಳಾಪುರ: xyxy=(40,672,91,685)
body-text: ಪ್ರಧಾನ ಮಂತ್ರಿಗಳ ವಿಶ್ವಕರ್ಮ ಯೋಜನೆಯಡಿ ಕೋಲಾರ ಜಿಲ್ಲೆಯಲ್ಲಿ 36 ಸಾವಿರ ಫಲಾನುಭವಿಗಳಿಗೆ ಟೂಲ್ ಕಿಟ್‌ಗಳನ್ನು ವಿತರಿಸಲಾಗುತ್ತಿದೆ ಎಂದು ಸಂಸದ ಎಂ.ಮಲ್ಲೇಶ್ ಬಾಬು ತಿಳಿಸಿದರು. ನಗರದ ವಿಭಾಗೀಯ ಅಂಚೆ ಕಚೇರಿಯಲ್ಲಿ ಆಯೋಜಿಸಿದ್ದ ಕಾರ್ಯಕ್ರಮದಲ್ಲಿ ಫಲಾನುಭವಿಗಳಿಗೆ ಟೂಲ್ ಕಿಟ್‌ಗಳನ್ನು ವಿತರಿಸಿ ಮಾತನಾಡಿದರು. 18 ಸಾಂಪ್ರದಾಯಿಕ ವೃತ್ತಿಗಳ ಕುಶಲಕರ್ಮಿಗಳಿಗೆ ಈ ಯೋಜನೆಯಡಿ ತರಬೇತಿ ಮತ್ತು ಕಿಟ್ ನೀಡಲಾಗುತ್ತಿದೆ. ಯೋಜನೆಯ ಸದುಪಯೋಗ ಪಡೆದುಕೊಳ್ಳಬೇಕು ಎಂದರು. ಈ ಸಂದರ್ಭದಲ್ಲಿ ವಿಧಾನ ಪರಿಷತ್ ಶಾಸಕ ಇಂಚರ ಗೋವಿಂದರಾಜು ಮತ್ತಿತರರು ಹಾಜರಿದ್ದರು. xyxy=(340,1474,874,1553)
article-body xyxy=(340,1473,874,1748)
headline: ಆಕ್ಷೇಪಣೆ ಸಲ್ಲಿಸಲು ಅವಕಾಶ xyxy=(114,109,313,134)
